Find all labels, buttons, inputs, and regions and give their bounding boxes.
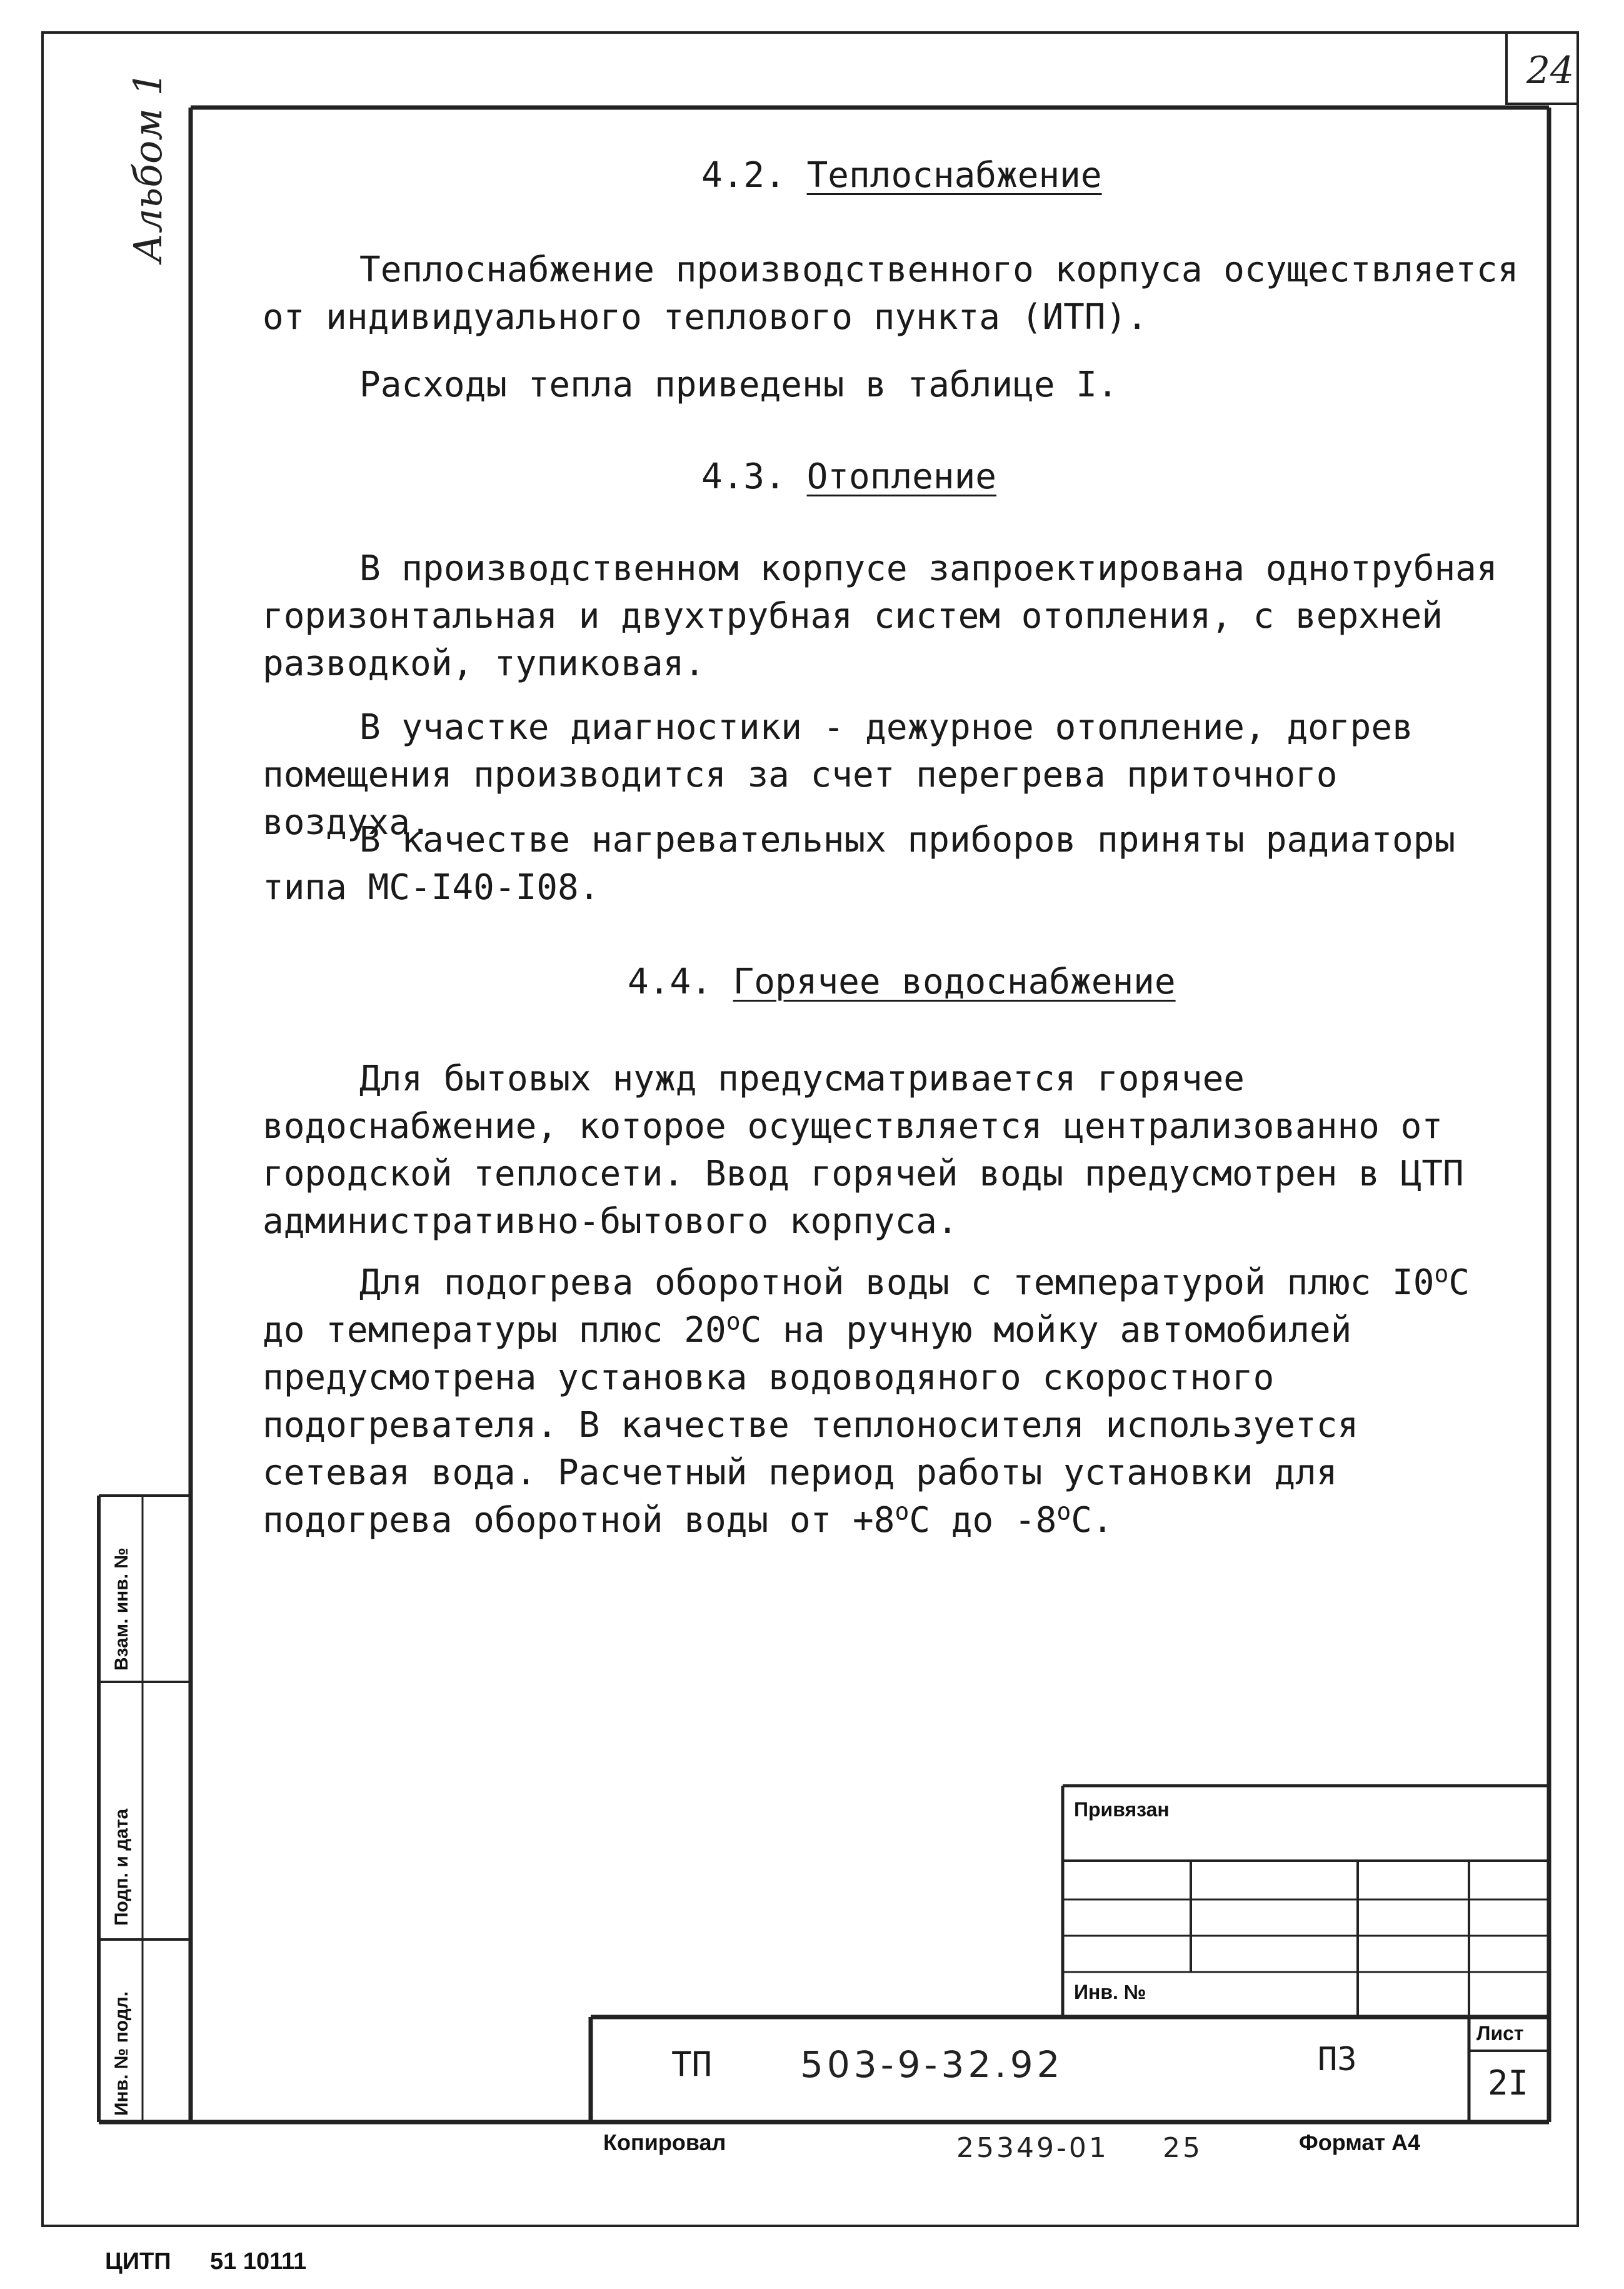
section-4-2-heading xyxy=(701,155,1102,196)
paragraph: Теплоснабжение производственного корпуса осуществляется от индивидуального теплового пункта (ИТП). xyxy=(263,249,1519,338)
text-run: Для подогрева оборотной воды с температурой плюс I0 xyxy=(359,1262,1435,1303)
side-label-inv: Инв. № подл. xyxy=(111,1991,132,2116)
degree-sign: о xyxy=(895,1497,910,1526)
section-title: Горячее водоснабжение xyxy=(733,962,1176,1002)
section-4-3-heading xyxy=(701,456,996,497)
paragraph: Расходы тепла приведены в таблице I. xyxy=(359,365,1118,405)
album-label: Альбом 1 xyxy=(125,71,171,263)
text-run: С до -8 xyxy=(909,1500,1057,1541)
copied-label: Копировал xyxy=(603,2130,726,2155)
side-label-vzam: Взам. инв. № xyxy=(111,1547,132,1671)
stamp-tp: ТП xyxy=(671,2045,713,2084)
stamp-sheet-number: 2I xyxy=(1488,2063,1529,2103)
stamp-doc-code: ПЗ xyxy=(1318,2041,1357,2078)
text-run: С до температуры плюс 20 xyxy=(263,1262,1470,1351)
side-label-podp: Подп. и дата xyxy=(111,1808,132,1926)
paragraph: В качестве нагревательных приборов приняты радиаторы типа МС-I40-I08. xyxy=(263,820,1456,908)
paragraph: В производственном корпусе запроектирована однотрубная горизонтальная и двухтрубная систем отопления, с верхней разводкой, тупиковая. xyxy=(263,548,1498,684)
stamp-privyazan: Привязан xyxy=(1074,1798,1170,1821)
order-number: 25349-01 xyxy=(956,2132,1109,2164)
stamp-inv-no: Инв. № xyxy=(1074,1981,1146,2003)
paragraph: В участке диагностики - дежурное отопление, догрев помещения производится за счет перегрева приточного воздуха. xyxy=(263,707,1413,843)
stamp-project-code: 503-9-32.92 xyxy=(800,2043,1064,2086)
degree-sign: о xyxy=(1434,1260,1449,1288)
text-run: С на ручную мойку автомобилей предусмотрена установка водоводяного скоростного подогревателя. В качестве теплоносителя используется сетевая вода. Расчетный период работы установки для подогрева оборотной воды от +8 xyxy=(263,1310,1359,1541)
section-number: 4.2. xyxy=(701,155,786,196)
section-title: Теплоснабжение xyxy=(806,155,1102,196)
degree-sign: о xyxy=(1056,1497,1071,1526)
footer-org: ЦИТП xyxy=(105,2248,171,2275)
format-label: Формат А4 xyxy=(1299,2130,1421,2155)
section-4-4-heading xyxy=(628,962,1176,1002)
section-number: 4.3. xyxy=(701,456,786,497)
text-run: С. xyxy=(1071,1500,1113,1541)
page-number: 24 xyxy=(1526,49,1575,93)
section-number: 4.4. xyxy=(628,962,712,1002)
degree-sign: о xyxy=(726,1307,741,1336)
stamp-list-label: Лист xyxy=(1476,2022,1524,2045)
paragraph xyxy=(263,1259,1525,1544)
section-title: Отопление xyxy=(806,456,997,497)
paragraph: Для бытовых нужд предусматривается горячее водоснабжение, которое осуществляется централизованно от городской теплосети. Ввод горячей воды предусмотрен в ЦТП административно-бытового корпуса. xyxy=(263,1059,1464,1242)
footer-code: 51 10111 xyxy=(210,2248,307,2275)
order-sheet: 25 xyxy=(1163,2132,1203,2164)
